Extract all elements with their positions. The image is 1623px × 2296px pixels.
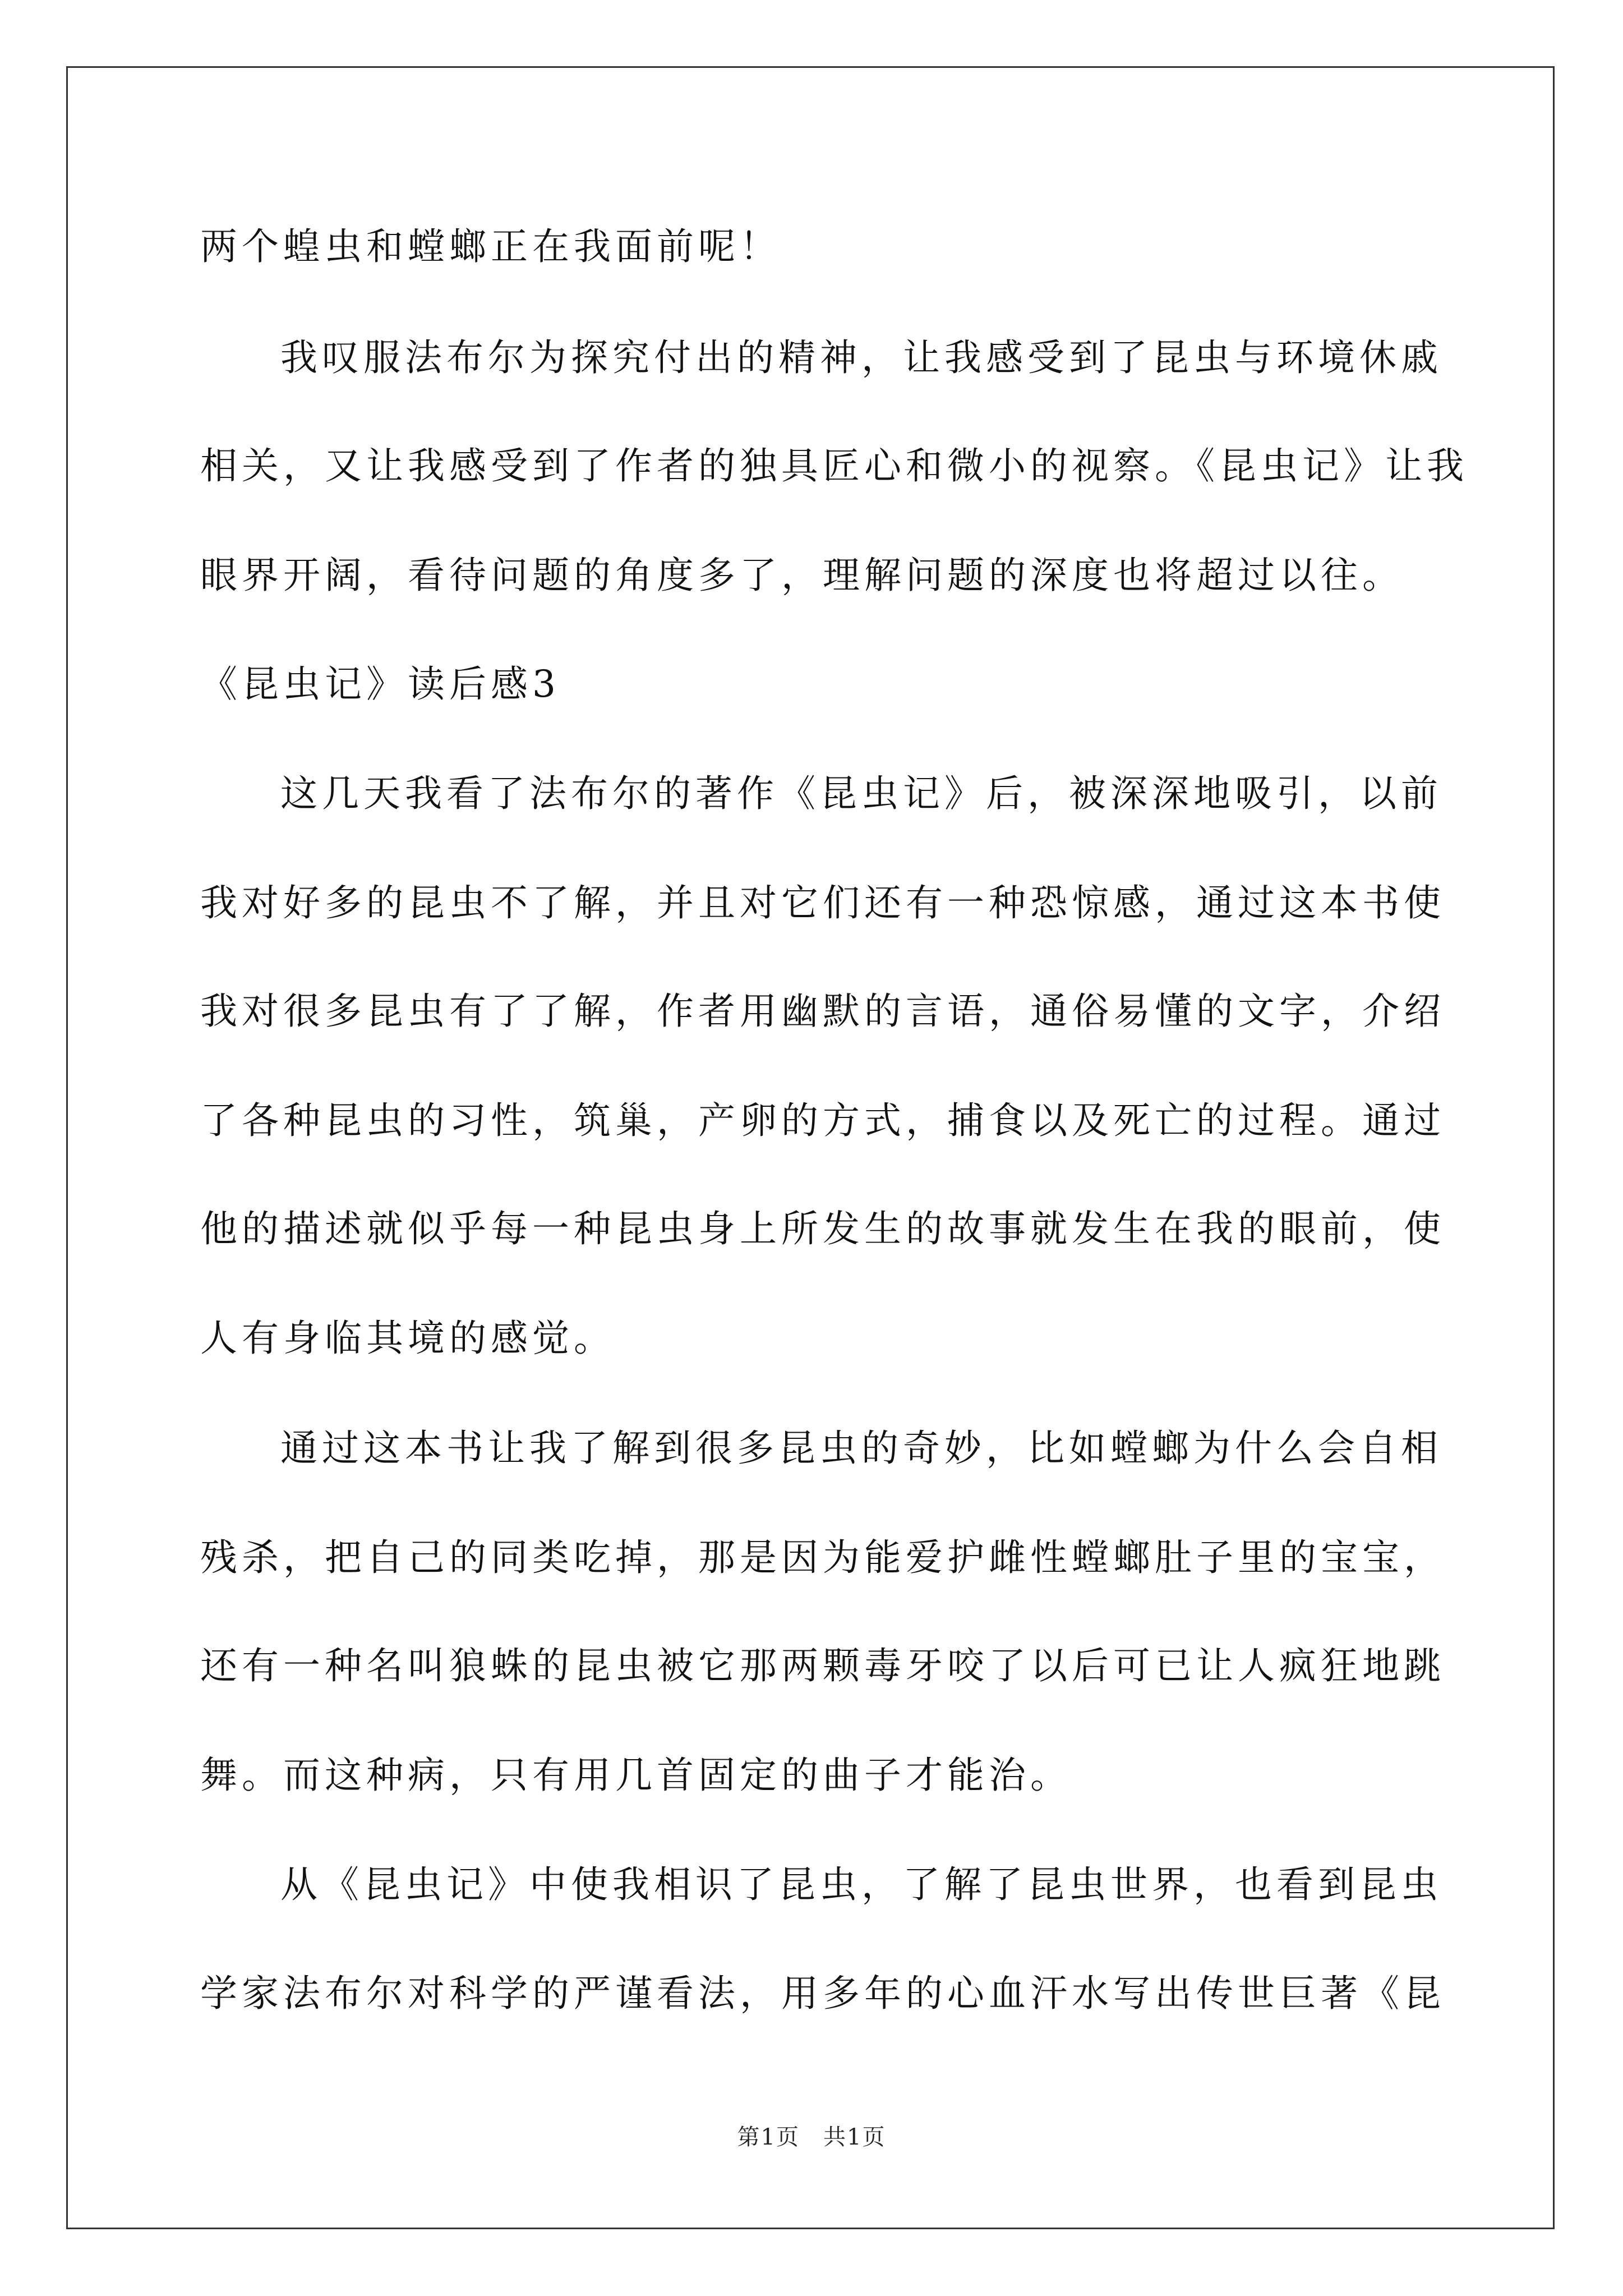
- text-line-14: 还有一种名叫狼蛛的昆虫被它那两颗毒牙咬了以后可已让人疯狂地跳: [200, 1644, 1445, 1687]
- text-line-17: 学家法布尔对科学的严谨看法，用多年的心血汗水写出传世巨著《昆: [200, 1972, 1445, 2015]
- paragraph-start-line: 通过这本书让我了解到很多昆虫的奇妙，比如螳螂为什么会自相: [280, 1427, 1442, 1470]
- text-line-11: 人有身临其境的感觉。: [200, 1317, 615, 1360]
- text-line-10: 他的描述就似乎每一种昆虫身上所发生的故事就发生在我的眼前，使: [200, 1207, 1445, 1250]
- text-line-13: 残杀，把自己的同类吃掉，那是因为能爱护雌性螳螂肚子里的宝宝，: [200, 1536, 1445, 1579]
- section-heading: 《昆虫记》读后感3: [200, 662, 560, 706]
- page-footer: 第1页 共1页: [737, 2124, 886, 2150]
- text-line-15: 舞。而这种病，只有用几首固定的曲子才能治。: [200, 1754, 1072, 1797]
- text-line-9: 了各种昆虫的习性，筑巢，产卵的方式，捕食以及死亡的过程。通过: [200, 1099, 1445, 1142]
- paragraph-start-line: 我叹服法布尔为探究付出的精神，让我感受到了昆虫与环境休戚: [280, 336, 1442, 379]
- text-line-8: 我对很多昆虫有了了解，作者用幽默的言语，通俗易懂的文字，介绍: [200, 990, 1445, 1033]
- paragraph-start-line: 从《昆虫记》中使我相识了昆虫，了解了昆虫世界，也看到昆虫: [280, 1863, 1442, 1906]
- text-line-3: 相关，又让我感受到了作者的独具匠心和微小的视察。《昆虫记》让我: [200, 444, 1468, 487]
- text-line-4: 眼界开阔，看待问题的角度多了，理解问题的深度也将超过以往。: [200, 554, 1404, 597]
- text-line-7: 我对好多的昆虫不了解，并且对它们还有一种恐惊感，通过这本书使: [200, 881, 1445, 924]
- paragraph-start-line: 这几天我看了法布尔的著作《昆虫记》后，被深深地吸引，以前: [280, 772, 1442, 815]
- text-line-1: 两个蝗虫和螳螂正在我面前呢！: [200, 225, 781, 268]
